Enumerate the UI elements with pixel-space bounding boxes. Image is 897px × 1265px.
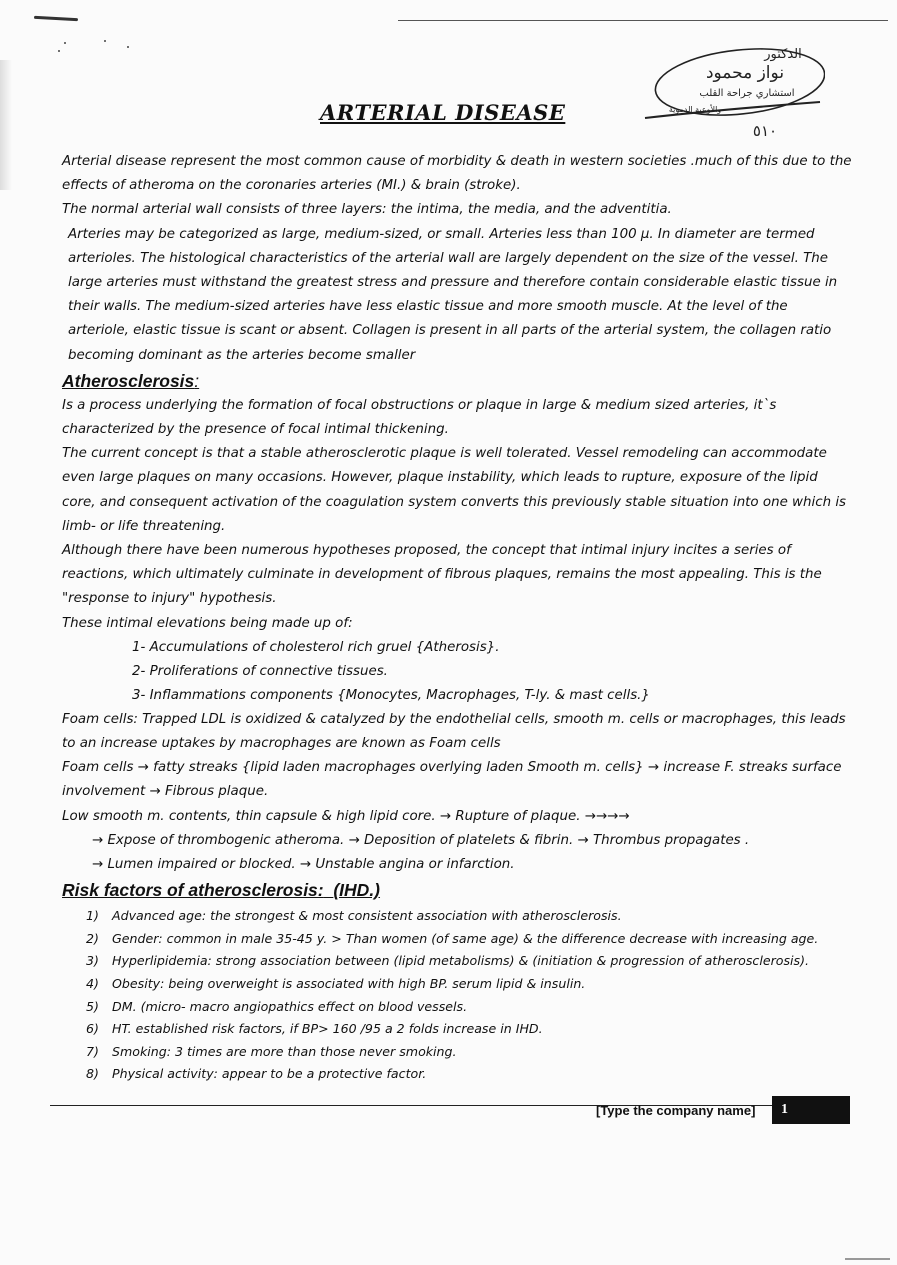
item-number: 3) bbox=[86, 953, 99, 969]
footer-company-name: [Type the company name] bbox=[596, 1103, 756, 1118]
intro-paragraph: Arterial disease represent the most common cause of morbidity & death in western societies .much of this due to the effects of atheroma on the coronaries arteries (MI.) & brain (stroke). bbox=[62, 154, 852, 194]
item-text: Smoking: 3 times are more than those never smoking. bbox=[112, 1043, 457, 1059]
document-body bbox=[62, 150, 852, 1086]
stamp-number: ٥١٠ bbox=[752, 122, 778, 140]
item-number: 7) bbox=[86, 1043, 99, 1059]
athero-paragraph: The current concept is that a stable atherosclerotic plaque is well tolerated. Vessel remodeling can accommodate even large plaques on many occasions. However, plaque instability, which leads to rupture, exposure of the lipid core, and consequent activation of the coagulation system converts this previously stable situation into one which is limb- or life threatening. bbox=[62, 446, 847, 534]
item-text: Gender: common in male 35-45 y. > Than women (of same age) & the difference decrease with increasing age. bbox=[112, 930, 819, 946]
page-number: 1 bbox=[772, 1096, 850, 1124]
athero-paragraph: Although there have been numerous hypotheses proposed, the concept that intimal injury incites a series of reactions, which ultimately culminate in development of fibrous plaques, remains the most appealing. This is the "response to injury" hypothesis. bbox=[62, 543, 822, 607]
item-text: Advanced age: the strongest & most consistent association with atherosclerosis. bbox=[112, 908, 622, 924]
stamp-line-2: نواز محمود bbox=[705, 63, 785, 83]
item-text: DM. (micro- macro angiopathics effect on blood vessels. bbox=[112, 998, 468, 1014]
item-text: Hyperlipidemia: strong association between (lipid metabolisms) & (initiation & progression of atherosclerosis). bbox=[112, 953, 810, 969]
header-rule bbox=[398, 20, 888, 21]
stamp-line-3: استشاري جراحة القلب bbox=[699, 88, 795, 99]
scan-speck bbox=[127, 46, 129, 48]
section-heading-risk-factors bbox=[62, 877, 852, 903]
heading-suffix: (IHD.) bbox=[333, 880, 381, 901]
stamp-line-1: الدكتور bbox=[764, 47, 802, 62]
list-item bbox=[86, 1063, 852, 1086]
item-number: 4) bbox=[86, 976, 99, 992]
stamp-line-4: والأوعية الدموية bbox=[668, 105, 722, 114]
intimal-components-list bbox=[62, 636, 852, 708]
item-number: 1) bbox=[86, 908, 99, 924]
athero-paragraph: Low smooth m. contents, thin capsule & high lipid core. → Rupture of plaque. →→→→ bbox=[62, 808, 630, 824]
page-edge-shadow bbox=[0, 60, 12, 190]
list-item: 1- Accumulations of cholesterol rich gruel {Atherosis}. bbox=[132, 639, 500, 655]
section-heading-atherosclerosis bbox=[62, 368, 852, 394]
scan-speck bbox=[58, 50, 60, 52]
item-text: Physical activity: appear to be a protective factor. bbox=[112, 1066, 427, 1082]
athero-sequence-line: → Lumen impaired or blocked. → Unstable angina or infarction. bbox=[92, 857, 515, 873]
list-item bbox=[86, 996, 852, 1019]
item-number: 2) bbox=[86, 930, 99, 946]
athero-paragraph: Is a process underlying the formation of focal obstructions or plaque in large & medium sized arteries, it`s characterized by the presence of focal intimal thickening. bbox=[62, 397, 777, 438]
doctor-stamp bbox=[635, 40, 825, 140]
scan-speck bbox=[104, 40, 106, 42]
risk-factors-list bbox=[62, 905, 852, 1086]
list-item bbox=[86, 950, 852, 973]
scan-speck bbox=[64, 42, 66, 44]
list-item bbox=[86, 1041, 852, 1064]
list-item: 2- Proliferations of connective tissues. bbox=[132, 663, 388, 679]
item-number: 6) bbox=[86, 1021, 99, 1037]
heading-text: Atherosclerosis bbox=[62, 370, 195, 391]
page-title: ARTERIAL DISEASE bbox=[320, 100, 566, 125]
heading-colon: : bbox=[194, 370, 200, 391]
list-item bbox=[86, 928, 852, 951]
athero-paragraph: Foam cells: Trapped LDL is oxidized & catalyzed by the endothelial cells, smooth m. cells or macrophages, this leads to an increase uptakes by macrophages are known as Foam cells bbox=[62, 711, 846, 752]
list-item: 3- Inflammations components {Monocytes, Macrophages, T-ly. & mast cells.} bbox=[132, 687, 650, 703]
item-number: 5) bbox=[86, 998, 99, 1014]
intro-paragraph: The normal arterial wall consists of three layers: the intima, the media, and the adventitia. bbox=[62, 202, 672, 218]
athero-sequence-line: → Expose of thrombogenic atheroma. → Deposition of platelets & fibrin. → Thrombus propagates . bbox=[92, 832, 750, 848]
list-item bbox=[86, 905, 852, 928]
list-item bbox=[86, 973, 852, 996]
list-item bbox=[86, 1018, 852, 1041]
item-text: Obesity: being overweight is associated with high BP. serum lipid & insulin. bbox=[112, 976, 586, 992]
item-number: 8) bbox=[86, 1066, 99, 1082]
item-text: HT. established risk factors, if BP> 160 /95 a 2 folds increase in IHD. bbox=[112, 1021, 543, 1037]
intro-paragraph: Arteries may be categorized as large, medium-sized, or small. Arteries less than 100 µ. In diameter are termed arterioles. The histological characteristics of the arterial wall are largely dependent on the size of the vessel. The large arteries must withstand the greatest stress and pressure and therefore contain considerable elastic tissue in their walls. The medium-sized arteries have less elastic tissue and more smooth muscle. At the level of the arteriole, elastic tissue is scant or absent. Collagen is present in all parts of the arterial system, the collagen ratio becoming dominant as the arteries become smaller bbox=[68, 226, 838, 363]
athero-paragraph: Foam cells → fatty streaks {lipid laden macrophages overlying laden Smooth m. cells} → increase F. streaks surface involvement → Fibrous plaque. bbox=[62, 760, 842, 800]
athero-paragraph: These intimal elevations being made up of: bbox=[62, 615, 353, 631]
scan-mark bbox=[34, 16, 78, 21]
scan-mark bbox=[845, 1258, 890, 1260]
heading-text: Risk factors of atherosclerosis: bbox=[62, 880, 324, 901]
